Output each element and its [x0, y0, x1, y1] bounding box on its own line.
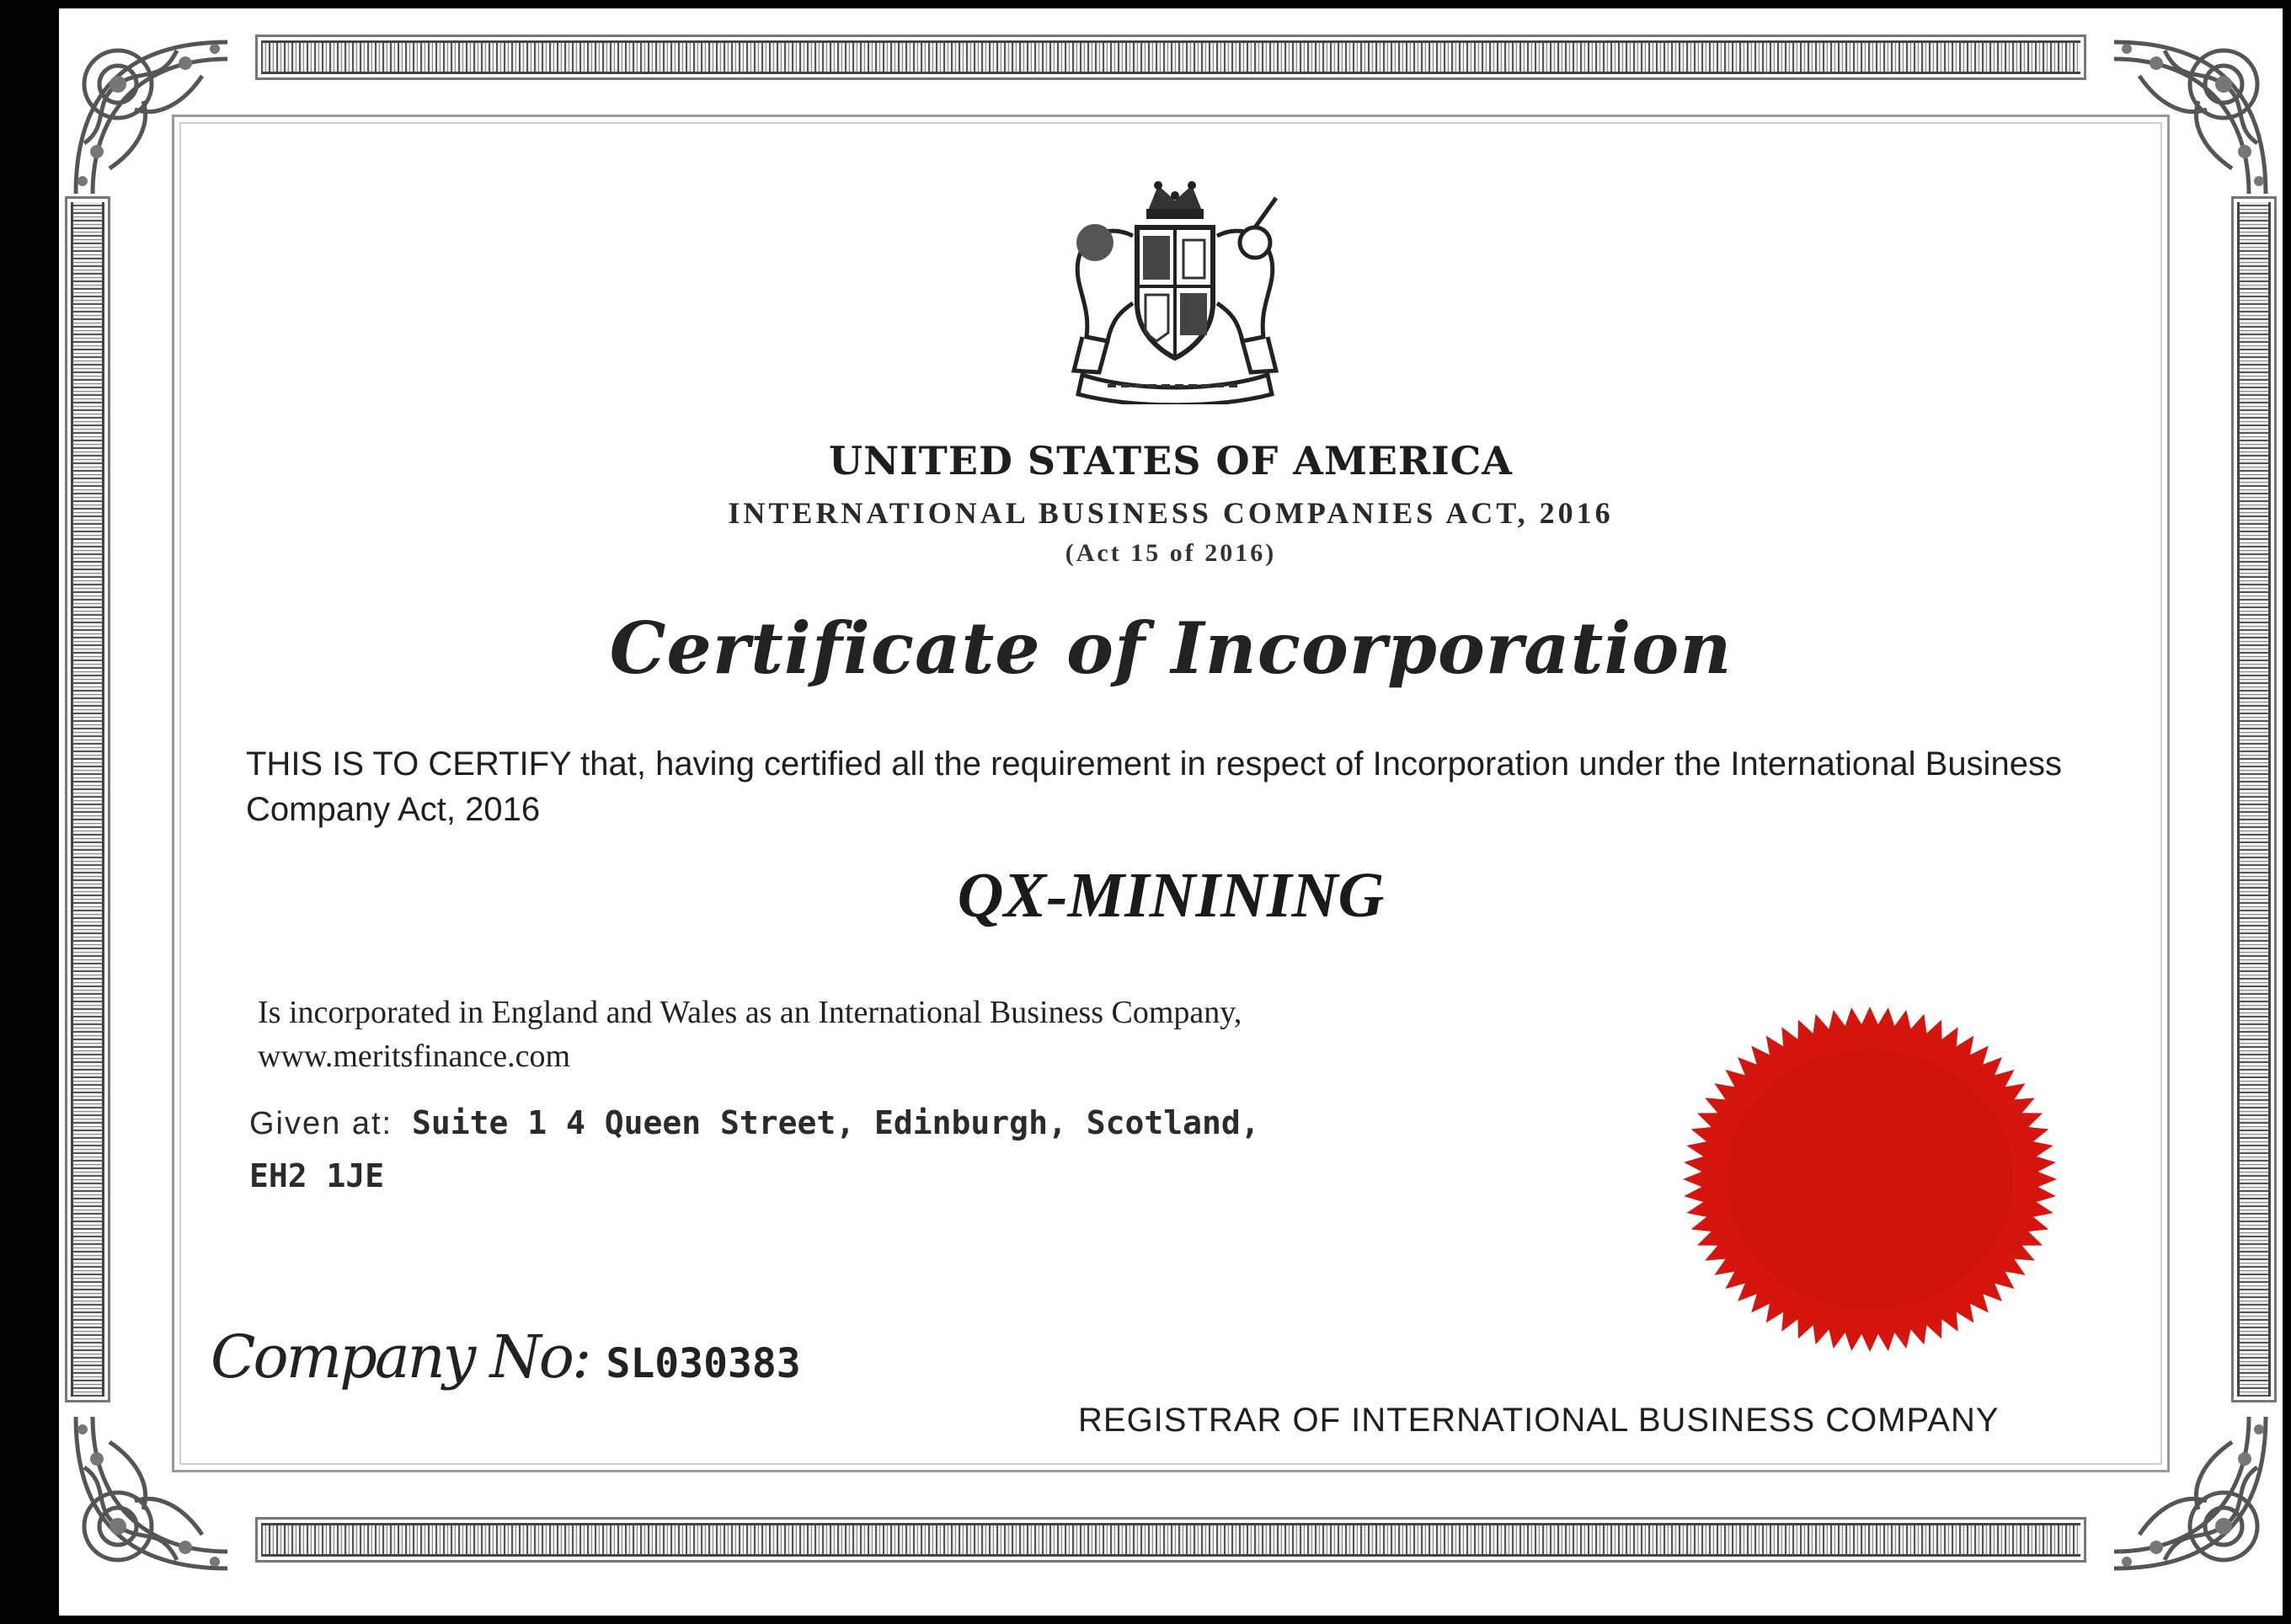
company-number-value: SL030383 [606, 1340, 801, 1387]
given-address-line2: EH2 1JE [249, 1157, 385, 1194]
given-address-line1: Suite 1 4 Queen Street, Edinburgh, Scotland, [411, 1104, 1260, 1141]
incorporation-statement: Is incorporated in England and Wales as an International Business Company, www.meritsfinance.com [258, 995, 1242, 1074]
certificate-page [59, 8, 2283, 1616]
royal-coat-of-arms-icon [1049, 177, 1301, 404]
governing-act: INTERNATIONAL BUSINESS COMPANIES ACT, 2016 [728, 496, 1614, 530]
top-border [261, 40, 2080, 74]
ornamental-corner-icon [2089, 25, 2283, 219]
ornamental-corner-icon [2089, 1392, 2283, 1585]
act-reference: (Act 15 of 2016) [1065, 539, 1277, 567]
ornamental-corner-icon [59, 25, 253, 219]
red-wax-seal-icon [1676, 1002, 2064, 1356]
bottom-border [261, 1523, 2080, 1557]
company-name: QX-MININING [957, 860, 1385, 931]
given-at-label: Given at: [249, 1106, 393, 1141]
issuing-country: UNITED STATES OF AMERICA [829, 438, 1513, 483]
right-border [2237, 202, 2271, 1397]
ornamental-corner-icon [59, 1392, 253, 1585]
company-number-label: Company No: [211, 1322, 590, 1392]
given-at-line [249, 1097, 1429, 1150]
registrar-line: REGISTRAR OF INTERNATIONAL BUSINESS COMPANY [1078, 1402, 2000, 1439]
certification-statement: THIS IS TO CERTIFY that, having certified all the requirement in respect of Incorporation under the International Business Company Act, 2016 [246, 745, 2062, 828]
certificate-title: Certificate of Incorporation [609, 606, 1733, 690]
company-number-block [211, 1322, 801, 1392]
given-at-block [249, 1097, 1429, 1202]
left-border [71, 202, 104, 1397]
